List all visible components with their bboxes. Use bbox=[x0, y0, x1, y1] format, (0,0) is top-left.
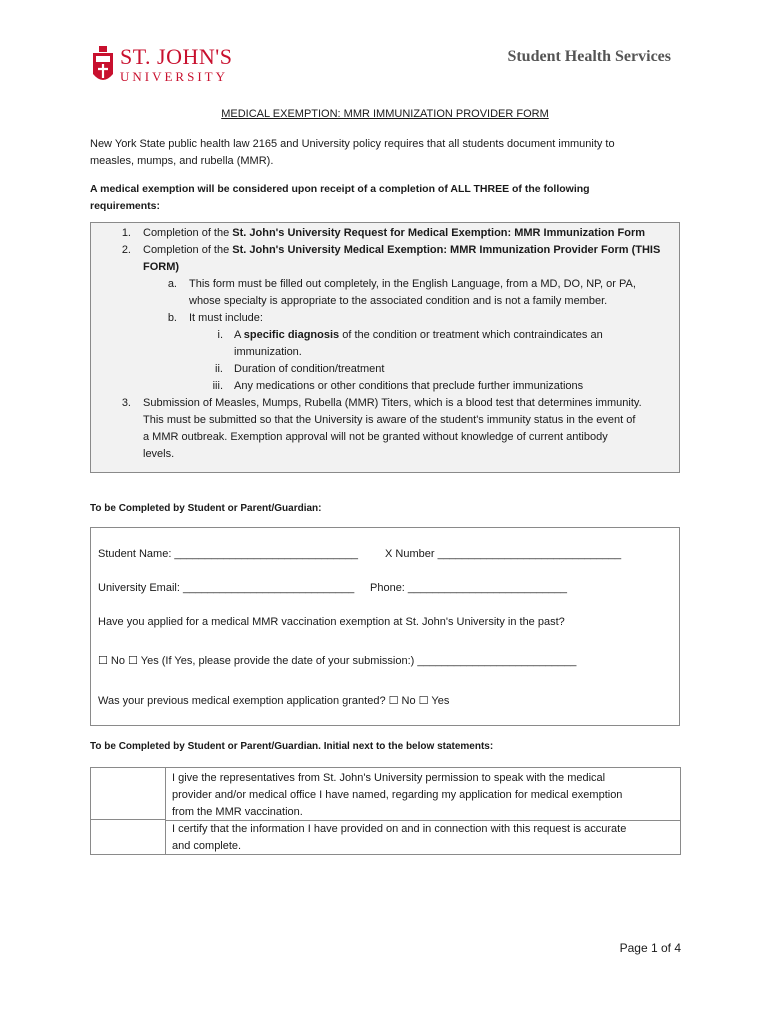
initials-table bbox=[90, 767, 681, 855]
requirement-2b-i: A specific diagnosis of the condition or treatment which contraindicates an bbox=[234, 329, 603, 341]
applied-question: Have you applied for a medical MMR vaccination exemption at St. John's University in the past? bbox=[98, 616, 565, 628]
item-number: 2. bbox=[121, 244, 131, 256]
requirement-2-cont: FORM) bbox=[143, 261, 180, 273]
requirement-2b-iii: Any medications or other conditions that preclude further immunizations bbox=[234, 380, 584, 392]
student-section-heading: To be Completed by Student or Parent/Guardian: bbox=[90, 503, 322, 514]
department-title: Student Health Services bbox=[507, 48, 671, 65]
applied-options[interactable]: ☐ No ☐ Yes (If Yes, please provide the date of your submission:) __________________________ bbox=[98, 655, 577, 667]
item-roman: i. bbox=[217, 329, 223, 341]
requirement-3-cont: levels. bbox=[143, 448, 175, 460]
requirement-3-cont: a MMR outbreak. Exemption approval will not be granted without knowledge of current antibody bbox=[143, 431, 608, 443]
initial-box-1[interactable] bbox=[91, 768, 166, 820]
logo-name: ST. JOHN'S bbox=[120, 44, 233, 69]
intro-paragraph bbox=[90, 136, 680, 170]
initial-box-2[interactable] bbox=[91, 820, 166, 854]
item-roman: ii. bbox=[215, 363, 223, 375]
requirement-2b: It must include: bbox=[189, 312, 263, 324]
requirement-1: Completion of the St. John's University Request for Medical Exemption: MMR Immunization Form bbox=[143, 227, 646, 239]
page-number: Page 1 of 4 bbox=[619, 941, 681, 955]
item-number: 3. bbox=[121, 397, 131, 409]
item-number: 1. bbox=[121, 227, 131, 239]
student-name-field[interactable]: Student Name: ______________________________ bbox=[98, 548, 358, 560]
requirement-2b-i-cont: immunization. bbox=[234, 346, 302, 358]
requirements-box bbox=[90, 222, 680, 473]
initials-section-heading: To be Completed by Student or Parent/Guardian. Initial next to the below statements: bbox=[90, 741, 494, 752]
student-info-box bbox=[90, 527, 680, 726]
statement-1-line: from the MMR vaccination. bbox=[172, 806, 303, 818]
requirement-2a: This form must be filled out completely, in the English Language, from a MD, DO, NP, or PA, bbox=[189, 278, 636, 290]
requirement-2: Completion of the St. John's University Medical Exemption: MMR Immunization Provider Form (THIS bbox=[143, 244, 661, 256]
statement-2-line: and complete. bbox=[172, 840, 242, 852]
university-logo bbox=[88, 42, 238, 94]
intro-line: measles, mumps, and rubella (MMR). bbox=[90, 155, 274, 167]
requirement-3-cont: This must be submitted so that the University is aware of the student's immunity status in the event of bbox=[143, 414, 636, 426]
x-number-field[interactable]: X Number ______________________________ bbox=[385, 548, 622, 560]
requirement-3: Submission of Measles, Mumps, Rubella (MMR) Titers, which is a blood test that determines immunity. bbox=[143, 397, 642, 409]
statement-1-line: I give the representatives from St. John's University permission to speak with the medical bbox=[172, 772, 606, 784]
requirements-heading-line: requirements: bbox=[90, 200, 161, 212]
requirement-2a-cont: whose specialty is appropriate to the associated condition and is not a family member. bbox=[189, 295, 608, 307]
item-letter: a. bbox=[167, 278, 177, 290]
statement-1-line: provider and/or medical office I have named, regarding my application for medical exemption bbox=[172, 789, 623, 801]
requirement-2b-ii: Duration of condition/treatment bbox=[234, 363, 385, 375]
item-roman: iii. bbox=[212, 380, 223, 392]
university-email-field[interactable]: University Email: ____________________________ bbox=[98, 582, 355, 594]
item-letter: b. bbox=[167, 312, 177, 324]
statement-2-line: I certify that the information I have provided on and in connection with this request is accurate bbox=[172, 823, 627, 835]
requirements-heading bbox=[90, 181, 680, 215]
requirements-heading-line: A medical exemption will be considered upon receipt of a completion of ALL THREE of the following bbox=[90, 183, 590, 195]
form-title: MEDICAL EXEMPTION: MMR IMMUNIZATION PROVIDER FORM bbox=[221, 108, 549, 120]
intro-line: New York State public health law 2165 and University policy requires that all students document immunity to bbox=[90, 138, 615, 150]
logo-subtitle: UNIVERSITY bbox=[120, 69, 228, 84]
granted-question[interactable]: Was your previous medical exemption application granted? ☐ No ☐ Yes bbox=[98, 695, 450, 707]
shield-icon bbox=[92, 46, 114, 86]
phone-field[interactable]: Phone: __________________________ bbox=[370, 582, 567, 594]
